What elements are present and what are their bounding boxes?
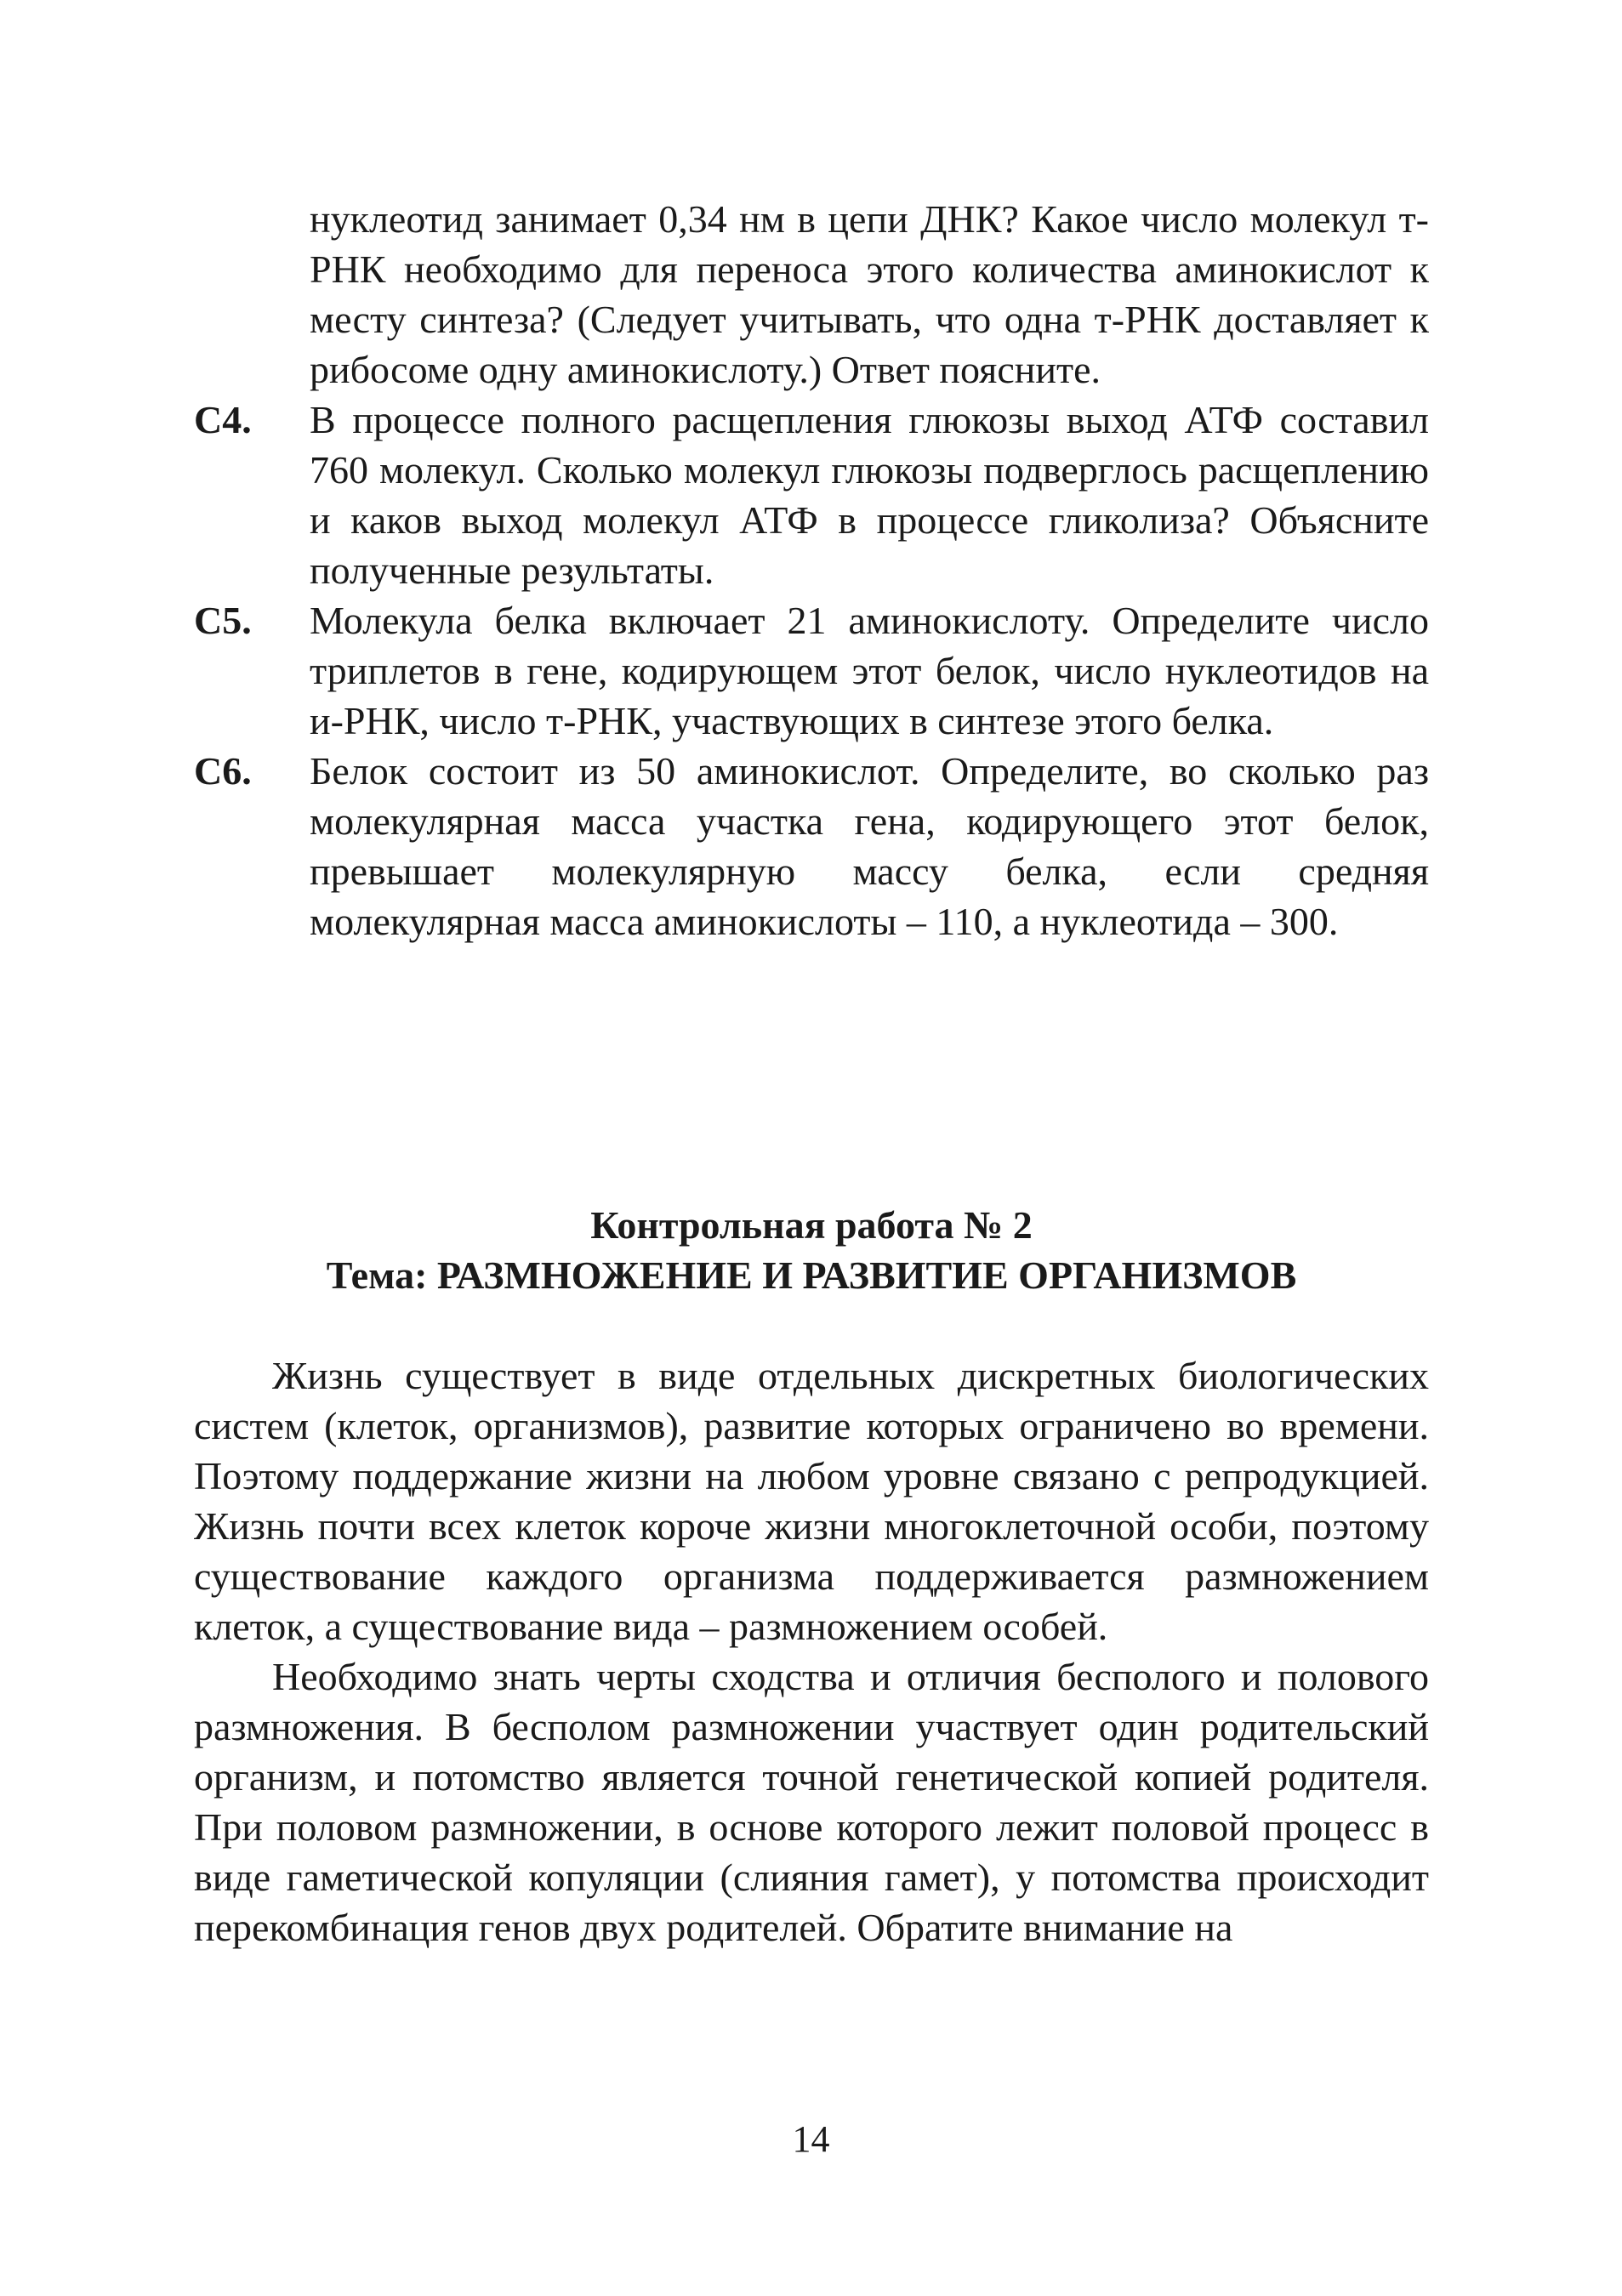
page-number: 14 <box>792 2118 830 2160</box>
section-topic: Тема: РАЗМНОЖЕНИЕ И РАЗВИТИЕ ОРГАНИЗМОВ <box>326 1253 1297 1297</box>
task-c6 <box>194 746 1429 946</box>
task-label: С5. <box>194 599 252 642</box>
task-label: С6. <box>194 749 252 793</box>
body-text <box>194 1350 1429 1952</box>
task-c4 <box>194 395 1429 595</box>
paragraph: Необходимо знать черты сходства и отличия бесполого и полового размножения. В бесполом размножении участвует один родительский организм, и потомство является точной генетической копией родителя. При половом размножении, в основе которого лежит половой процесс в виде гаметической копуляции (слияния гамет), у потомства происходит перекомбинация генов двух родителей. Обратите внимание на <box>194 1655 1429 1949</box>
task-text: Молекула белка включает 21 аминокислоту. Определите число триплетов в гене, кодирующем этот белок, число нуклеотидов на и-РНК, число т-РНК, участвующих в синтезе этого белка. <box>310 599 1429 742</box>
task-c3-continuation: нуклеотид занимает 0,34 нм в цепи ДНК? Какое число молекул т-РНК необходимо для переноса этого количества аминокислот к месту синтеза? (Следует учитывать, что одна т-РНК доставляет к рибосоме одну аминокислоту.) Ответ поясните. <box>310 197 1429 391</box>
task-text: Белок состоит из 50 аминокислот. Определите, во сколько раз молекулярная масса участка гена, кодирующего этот белок, превышает молекулярную массу белка, если средняя молекулярная масса аминокислоты – 110, а нуклеотида – 300. <box>310 749 1429 943</box>
section-title: Контрольная работа № 2 <box>590 1203 1033 1247</box>
task-list <box>194 194 1429 946</box>
task-label: С4. <box>194 398 252 441</box>
paragraph: Жизнь существует в виде отдельных дискретных биологических систем (клеток, организмов), развитие которых ограничено во времени. Поэтому поддержание жизни на любом уровне связано с репродукцией. Жизнь почти всех клеток короче жизни многоклеточной особи, поэтому существование каждого организма поддерживается размножением клеток, а существование вида – размножением особей. <box>194 1354 1429 1648</box>
task-text: В процессе полного расщепления глюкозы выход АТФ составил 760 молекул. Сколько молекул глюкозы подверглось расщеплению и каков выход молекул АТФ в процессе гликолиза? Объясните полученные результаты. <box>310 398 1429 592</box>
task-c5 <box>194 595 1429 746</box>
